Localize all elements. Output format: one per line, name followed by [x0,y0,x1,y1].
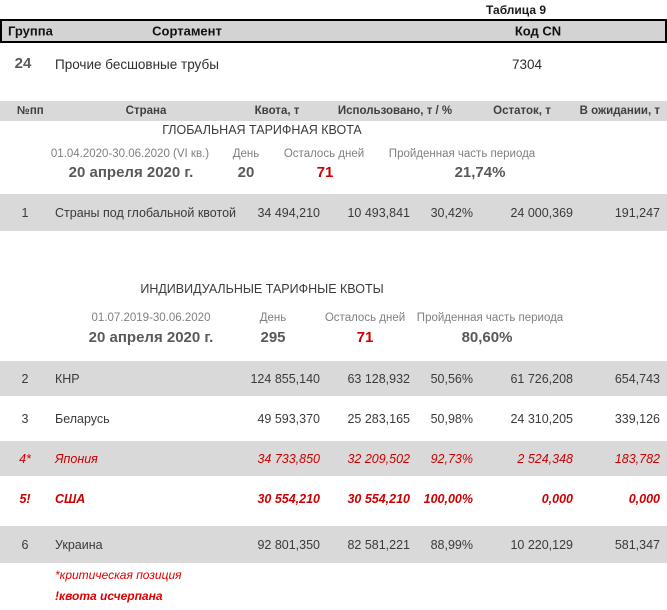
used-value: 25 283,165 [347,411,410,426]
row-number: 3 [21,411,29,426]
row-number: 1 [21,205,29,220]
used-value: 10 493,841 [347,205,410,220]
used-percent: 88,99% [430,537,473,552]
global-elapsed-label: Пройденная часть периода [388,148,536,160]
column-header-npp: №пп [17,105,44,117]
table-row [0,361,667,396]
column-header-country: Страна [125,105,167,117]
quota-value: 34 733,850 [257,451,320,466]
footnote-exhausted: !квота исчерпана [55,589,163,603]
rest-value: 0,000 [541,491,573,506]
individual-days-left-value: 71 [356,329,374,346]
used-value: 30 554,210 [347,491,410,506]
quota-value: 34 494,210 [257,205,320,220]
global-days-left-value: 71 [316,164,334,181]
column-header-quota: Квота, т [254,105,300,117]
table-row-exhausted [0,481,667,516]
table-row [0,526,667,563]
column-header-sortament: Сортамент [152,23,222,39]
global-date-value: 20 апреля 2020 г. [68,164,194,181]
column-header-waiting: В ожидании, т [579,105,660,117]
column-header-used: Использовано, т / % [337,105,453,117]
quota-value: 30 554,210 [257,491,320,506]
row-number: 4* [19,451,31,466]
table-caption: Таблица 9 [485,3,547,17]
row-number: 6 [21,537,29,552]
country-name: Украина [55,537,103,552]
individual-day-label: День [259,312,287,324]
columns-header-bar [0,101,667,121]
country-name: Япония [55,451,98,466]
footnote-critical: *критическая позиция [55,568,182,582]
used-percent: 92,73% [430,451,473,466]
rest-value: 24 000,369 [510,205,573,220]
global-days-left-label: Осталось дней [283,148,365,160]
rest-value: 2 524,348 [517,451,573,466]
rest-value: 61 726,208 [510,371,573,386]
table-row [0,401,667,436]
waiting-value: 0,000 [628,491,660,506]
used-value: 82 581,221 [347,537,410,552]
individual-date-value: 20 апреля 2020 г. [88,329,214,346]
country-name: США [55,491,86,506]
country-name: Страны под глобальной квотой [55,205,237,220]
waiting-value: 654,743 [614,371,660,386]
group-name: Прочие бесшовные трубы [55,57,219,72]
individual-section-title: ИНДИВИДУАЛЬНЫЕ ТАРИФНЫЕ КВОТЫ [140,282,384,296]
row-number: 5! [19,491,31,506]
row-number: 2 [21,371,29,386]
table-row-global [0,194,667,231]
country-name: Беларусь [55,411,110,426]
global-section-title: ГЛОБАЛЬНАЯ ТАРИФНАЯ КВОТА [162,123,362,137]
used-value: 32 209,502 [347,451,410,466]
group-header-bar [0,19,667,43]
table-row-critical [0,441,667,476]
rest-value: 24 310,205 [510,411,573,426]
waiting-value: 581,347 [614,537,660,552]
individual-days-left-label: Осталось дней [324,312,406,324]
column-header-code-cn: Код CN [514,23,562,39]
individual-elapsed-label: Пройденная часть периода [416,312,564,324]
global-period-label: 01.04.2020-30.06.2020 (VI кв.) [50,148,210,160]
used-percent: 100,00% [423,491,473,506]
used-percent: 50,56% [430,371,473,386]
global-elapsed-value: 21,74% [454,164,506,181]
quota-value: 124 855,140 [250,371,320,386]
group-number: 24 [14,55,32,72]
quota-value: 92 801,350 [257,537,320,552]
global-day-label: День [232,148,260,160]
waiting-value: 339,126 [614,411,660,426]
country-name: КНР [55,371,80,386]
used-value: 63 128,932 [347,371,410,386]
group-code: 7304 [511,57,543,72]
waiting-value: 183,782 [614,451,660,466]
used-percent: 30,42% [430,205,473,220]
column-header-group: Группа [8,23,53,39]
individual-period-label: 01.07.2019-30.06.2020 [91,312,211,324]
quota-value: 49 593,370 [257,411,320,426]
individual-elapsed-value: 80,60% [461,329,513,346]
individual-day-value: 295 [260,329,286,346]
rest-value: 10 220,129 [510,537,573,552]
used-percent: 50,98% [430,411,473,426]
global-day-value: 20 [237,164,255,181]
column-header-rest: Остаток, т [493,105,551,117]
waiting-value: 191,247 [614,205,660,220]
